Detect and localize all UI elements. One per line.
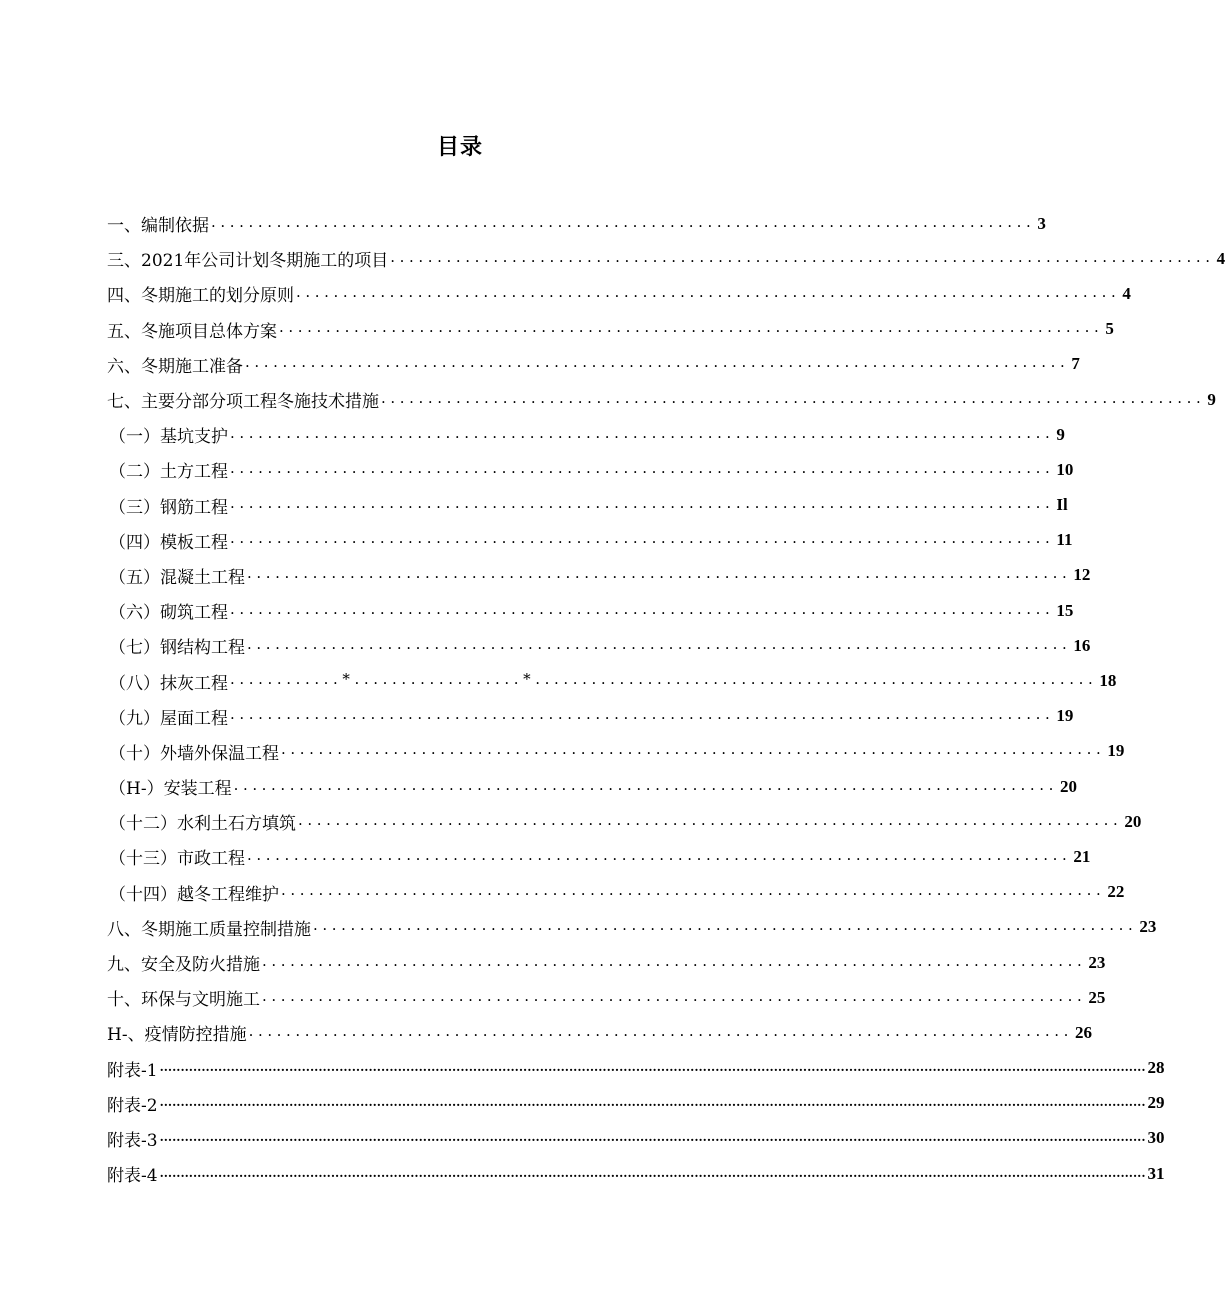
toc-dot-leader: ........................................................................................ — [381, 388, 1206, 407]
toc-entry-label: （十二）水利土石方填筑 — [109, 814, 296, 835]
toc-entry[interactable] — [107, 382, 1216, 417]
toc-page-number: 20 — [1124, 811, 1142, 831]
toc-page-number: 5 — [1105, 319, 1114, 339]
toc-page-number: 25 — [1088, 987, 1106, 1007]
toc-page-number: 29 — [1147, 1093, 1165, 1113]
toc-subentry[interactable] — [107, 558, 1091, 593]
toc-dot-leader: ............*..................*............................................................ — [230, 670, 1098, 689]
toc-entry-label: 六、冬期施工准备 — [107, 356, 243, 377]
toc-page-number: 16 — [1073, 635, 1091, 655]
toc-entry-label: （四）模板工程 — [109, 532, 228, 553]
toc-dot-leader: ........................................................................................ — [298, 810, 1123, 829]
toc-entry[interactable] — [107, 206, 1046, 241]
toc-page-number: 4 — [1216, 248, 1225, 268]
toc-entry[interactable] — [107, 1015, 1092, 1050]
toc-entry[interactable] — [107, 312, 1114, 347]
toc-dot-leader: ........................................................................................ — [230, 423, 1055, 442]
toc-dot-leader: ........................................................................................ — [247, 845, 1072, 864]
toc-subentry[interactable] — [107, 523, 1073, 558]
toc-dot-leader: ........................................................................................ — [230, 705, 1055, 724]
toc-dot-leader: ........................................................................................ — [230, 494, 1055, 513]
toc-page-number: Il — [1056, 495, 1068, 515]
toc-entry-label: 附表-4 — [107, 1166, 158, 1187]
toc-entry-label: （九）屋面工程 — [109, 708, 228, 729]
toc-subentry[interactable] — [107, 593, 1074, 628]
toc-entry-label: 四、冬期施工的划分原则 — [107, 286, 294, 307]
toc-appendix-entry[interactable] — [107, 1051, 1165, 1086]
toc-page-number: 23 — [1088, 952, 1106, 972]
toc-page-number: 26 — [1074, 1022, 1092, 1042]
toc-subentry[interactable] — [107, 769, 1077, 804]
toc-page-number: 9 — [1056, 424, 1065, 444]
toc-entry[interactable] — [107, 241, 1225, 276]
toc-page-number: 20 — [1059, 776, 1077, 796]
toc-dot-leader: ........................................................................................ — [296, 282, 1121, 301]
toc-entry[interactable] — [107, 910, 1157, 945]
page-title: 目录 — [436, 135, 483, 160]
toc-entry-label: 附表-2 — [107, 1095, 158, 1116]
toc-dot-leader: ............................................................................................................................................................................................................................................ — [159, 1095, 1146, 1110]
toc-page-number: 12 — [1073, 565, 1091, 585]
toc-subentry[interactable] — [107, 452, 1074, 487]
toc-entry-label: （六）砌筑工程 — [109, 603, 228, 624]
toc-subentry[interactable] — [107, 699, 1074, 734]
toc-page-number: 28 — [1147, 1058, 1165, 1078]
toc-subentry[interactable] — [107, 628, 1091, 663]
toc-dot-leader: ........................................................................................ — [281, 881, 1106, 900]
toc-dot-leader: ........................................................................................ — [233, 775, 1058, 794]
toc-entry-label: （H-）安装工程 — [109, 779, 232, 800]
toc-entry-label: H-、疫情防控措施 — [107, 1025, 247, 1046]
toc-dot-leader: ........................................................................................ — [245, 353, 1070, 372]
toc-entry[interactable] — [107, 276, 1131, 311]
toc-page-number: 7 — [1071, 354, 1080, 374]
toc-page-number: 19 — [1107, 741, 1125, 761]
toc-dot-leader: ........................................................................................ — [262, 951, 1087, 970]
toc-page-number: 31 — [1147, 1163, 1165, 1183]
toc-dot-leader: ........................................................................................ — [230, 529, 1055, 548]
toc-appendix-entry[interactable] — [107, 1121, 1165, 1156]
toc-dot-leader: ........................................................................................ — [211, 212, 1036, 231]
toc-page-number: 23 — [1139, 917, 1157, 937]
toc-dot-leader: ........................................................................................ — [247, 564, 1072, 583]
toc-dot-leader: ........................................................................................ — [247, 634, 1072, 653]
toc-page-number: 18 — [1099, 671, 1117, 691]
toc-entry-label: （五）混凝土工程 — [109, 567, 245, 588]
toc-entry-label: （七）钢结构工程 — [109, 638, 245, 659]
toc-dot-leader: ........................................................................................ — [230, 599, 1055, 618]
toc-page-number: 19 — [1056, 706, 1074, 726]
toc-entry[interactable] — [107, 945, 1106, 980]
toc-page-number: 21 — [1073, 846, 1091, 866]
toc-entry-label: 五、冬施项目总体方案 — [107, 321, 277, 342]
toc-entry-label: 十、环保与文明施工 — [107, 990, 260, 1011]
toc-page-number: 9 — [1207, 389, 1216, 409]
toc-page-number: 3 — [1037, 213, 1046, 233]
toc-entry-label: 三、2021年公司计划冬期施工的项目 — [107, 251, 389, 272]
toc-dot-leader: ........................................................................................ — [390, 247, 1215, 266]
toc-entry-label: 一、编制依据 — [107, 216, 209, 237]
toc-appendix-entry[interactable] — [107, 1156, 1165, 1191]
toc-dot-leader: ........................................................................................ — [230, 458, 1055, 477]
toc-subentry[interactable] — [107, 663, 1117, 698]
toc-appendix-entry[interactable] — [107, 1086, 1165, 1121]
toc-dot-leader: ............................................................................................................................................................................................................................................ — [159, 1165, 1146, 1180]
toc-dot-leader: ............................................................................................................................................................................................................................................ — [159, 1060, 1146, 1075]
toc-subentry[interactable] — [107, 875, 1125, 910]
toc-entry-label: 七、主要分部分项工程冬施技术措施 — [107, 392, 379, 413]
table-of-contents — [107, 206, 1225, 1191]
toc-entry[interactable] — [107, 980, 1106, 1015]
toc-subentry[interactable] — [107, 488, 1068, 523]
toc-entry-label: 九、安全及防火措施 — [107, 955, 260, 976]
toc-page-number: 10 — [1056, 459, 1074, 479]
toc-subentry[interactable] — [107, 804, 1142, 839]
toc-dot-leader: ........................................................................................ — [279, 318, 1104, 337]
toc-entry-label: （十四）越冬工程维护 — [109, 884, 279, 905]
toc-dot-leader: ........................................................................................ — [313, 916, 1138, 935]
toc-dot-leader: ........................................................................................ — [262, 986, 1087, 1005]
toc-dot-leader: ........................................................................................ — [281, 740, 1106, 759]
toc-page-number: 15 — [1056, 600, 1074, 620]
toc-page-number: 11 — [1056, 530, 1073, 550]
toc-page-number: 30 — [1147, 1128, 1165, 1148]
toc-subentry[interactable] — [107, 839, 1091, 874]
toc-entry-label: （二）土方工程 — [109, 462, 228, 483]
toc-dot-leader: ........................................................................................ — [248, 1021, 1073, 1040]
toc-page-number: 22 — [1107, 882, 1125, 902]
toc-entry-label: （三）钢筋工程 — [109, 497, 228, 518]
toc-entry-label: 八、冬期施工质量控制措施 — [107, 919, 311, 940]
toc-entry-label: （一）基坑支护 — [109, 427, 228, 448]
toc-entry-label: （十）外墙外保温工程 — [109, 743, 279, 764]
toc-dot-leader: ............................................................................................................................................................................................................................................ — [159, 1130, 1146, 1145]
toc-subentry[interactable] — [107, 417, 1065, 452]
toc-subentry[interactable] — [107, 734, 1125, 769]
toc-entry-label: 附表-3 — [107, 1130, 158, 1151]
toc-entry-label: （十三）市政工程 — [109, 849, 245, 870]
toc-entry-label: 附表-1 — [107, 1060, 158, 1081]
toc-entry[interactable] — [107, 347, 1080, 382]
toc-page-number: 4 — [1122, 283, 1131, 303]
toc-entry-label: （八）抹灰工程 — [109, 673, 228, 694]
